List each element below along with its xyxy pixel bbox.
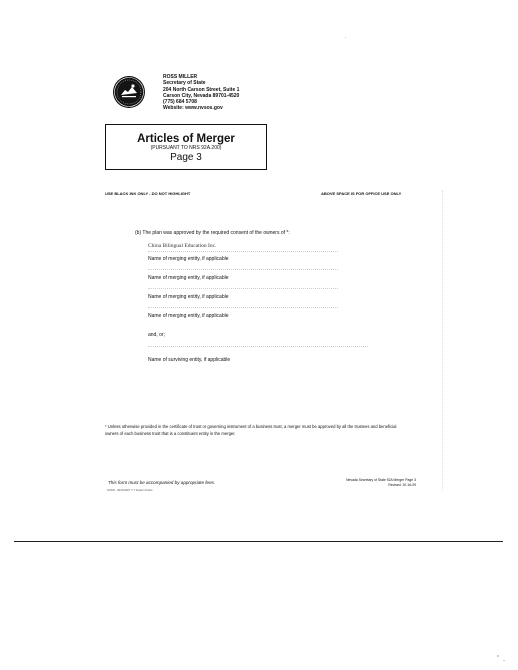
office-city: Carson City, Nevada 89701-4520 [163,92,240,99]
merging-entity-label: Name of merging entity, if applicable [148,294,229,300]
office-website: Website: www.nvsos.gov [163,105,223,112]
form-footer-info [318,478,416,488]
form-subtitle: (PURSUANT TO NRS 92A.200) [150,145,222,151]
form-id: NV025 - 09/19/2007 C T System Online [107,489,153,492]
merging-entity-label: Name of merging entity, if applicable [148,256,229,262]
office-street: 204 North Carson Street, Suite 1 [163,86,240,93]
secretary-office: Secretary of State [163,80,206,87]
scan-speck [503,660,505,661]
revision-date: Revised: 10-16-09 [388,483,416,487]
footnote: * Unless otherwise provided in the certificate of trust or governing instrument of a business trust, a merger must be approved by all the trustees and beneficial owners of each business trust that is a constituent entity in the merger. [105,424,397,436]
section-b-heading: (b) The plan was approved by the required consent of the owners of *: [135,230,290,236]
scan-speck [497,655,499,657]
merging-entity-value: China Bilingual Education Inc. [148,243,217,249]
office-use-note: ABOVE SPACE IS FOR OFFICE USE ONLY [321,191,402,196]
entity-fill-line [148,288,338,289]
nevada-seal-logo [113,76,145,108]
office-phone: (775) 684 5708 [163,99,197,106]
scan-edge-line [442,190,443,490]
merging-entity-label: Name of merging entity, if applicable [148,313,229,319]
ink-instruction: USE BLACK INK ONLY - DO NOT HIGHLIGHT [105,191,191,196]
form-name: Nevada Secretary of State 92A Merger Page 3 [346,478,416,482]
and-or-label: and, or; [148,332,165,338]
page-number: Page 3 [170,152,202,163]
office-header [163,74,239,112]
secretary-name: ROSS MILLER [163,74,198,80]
form-title: Articles of Merger [137,133,235,145]
form-title-box [105,124,267,170]
entity-fill-line [148,269,338,270]
fees-note: This form must be accompanied by appropriate fees. [108,480,216,485]
entity-fill-line [148,307,338,308]
merging-entity-label: Name of merging entity, if applicable [148,275,229,281]
surviving-entity-label: Name of surviving entity, if applicable [148,357,231,363]
entity-fill-line [148,251,338,252]
scan-speck [345,37,346,38]
entity-fill-line [148,346,368,347]
page-divider [14,541,503,542]
